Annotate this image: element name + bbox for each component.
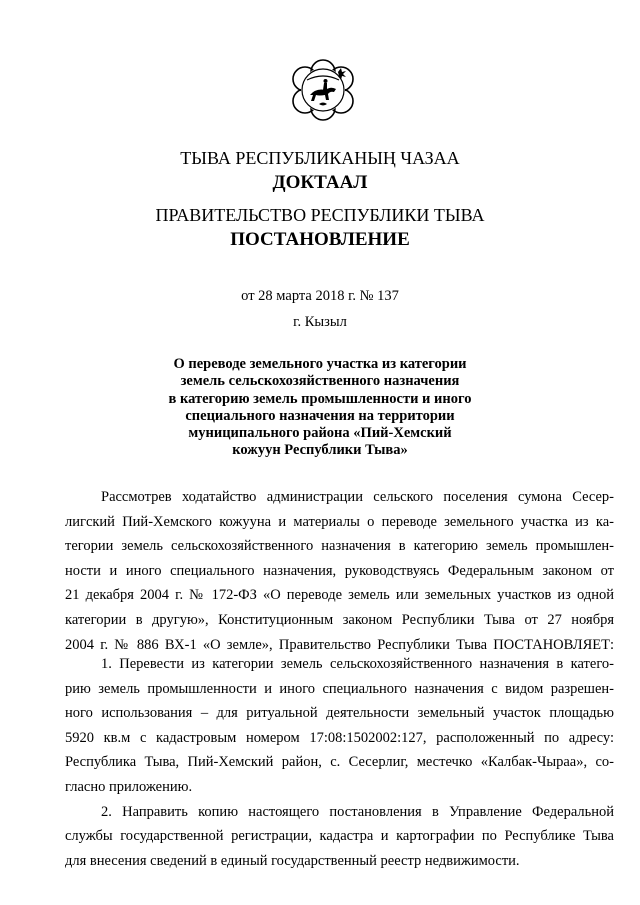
coat-of-arms-icon <box>283 50 363 130</box>
preamble-line: тегории земель сельскохозяйственного назначения в категорию земель промышлен- <box>65 538 614 555</box>
document-title <box>120 356 520 460</box>
tyva-republic-heading: ТЫВА РЕСПУБЛИКАНЫҢ ЧАЗАА <box>180 148 460 168</box>
title-line: земель сельскохозяйственного назначения <box>180 373 460 390</box>
government-heading: ПРАВИТЕЛЬСТВО РЕСПУБЛИКИ ТЫВА <box>155 205 485 225</box>
item-1-line: рию земель промышленности и иного специального назначения с видом разрешен- <box>65 680 614 697</box>
title-line: О переводе земельного участка из категории <box>173 356 467 372</box>
title-line: кожуун Республики Тыва» <box>232 442 408 459</box>
preamble-line: лигский Пий-Хемского кожууна и материалы о переводе земельного участка из ка- <box>65 513 614 530</box>
item-1-line: 1. Перевести из категории земель сельскохозяйственного назначения в катего- <box>101 656 614 672</box>
preamble-paragraph <box>65 485 614 657</box>
item-1-line: гласно приложению. <box>65 778 193 795</box>
date-number: от 28 марта 2018 г. № 137 <box>241 288 399 304</box>
item-1-line: ного использования – для ритуальной деятельности земельный участок площадью <box>65 705 614 722</box>
preamble-line: ности и иного специального назначения, руководствуясь Федеральным законом от <box>65 562 614 579</box>
item-2-line: службы государственной регистрации, кадастра и картографии по Республике Тыва <box>65 828 614 845</box>
doc-type-heading: ПОСТАНОВЛЕНИЕ <box>230 229 410 250</box>
item-1-line: 5920 кв.м с кадастровым номером 17:08:1502002:127, расположенный по адресу: <box>65 729 614 746</box>
city: г. Кызыл <box>293 314 347 330</box>
resolution-items <box>65 652 614 873</box>
preamble-line: 2004 г. № 886 ВХ-1 «О земле», Правительство Республики Тыва ПОСТАНОВЛЯЕТ: <box>65 636 614 653</box>
tyva-doc-type-heading: ДОКТААЛ <box>272 172 368 193</box>
preamble-line: 21 декабря 2004 г. № 172-ФЗ «О переводе земель или земельных участков из одной <box>65 587 614 604</box>
title-line: специального назначения на территории <box>185 407 455 424</box>
item-1-line: Республика Тыва, Пий-Хемский район, с. Сесерлиг, местечко «Калбак-Чыраа», со- <box>65 754 614 771</box>
item-2-line: 2. Направить копию настоящего постановления в Управление Федеральной <box>101 803 614 820</box>
item-2-line: для внесения сведений в единый государственный реестр недвижимости. <box>65 852 520 869</box>
title-line: в категорию земель промышленности и иного <box>168 390 472 407</box>
preamble-line: категории в другую», Конституционным законом Республики Тыва от 27 ноября <box>65 611 614 628</box>
preamble-line: Рассмотрев ходатайство администрации сельского поселения сумона Сесер- <box>101 489 614 505</box>
title-line: муниципального района «Пий-Хемский <box>188 425 452 442</box>
